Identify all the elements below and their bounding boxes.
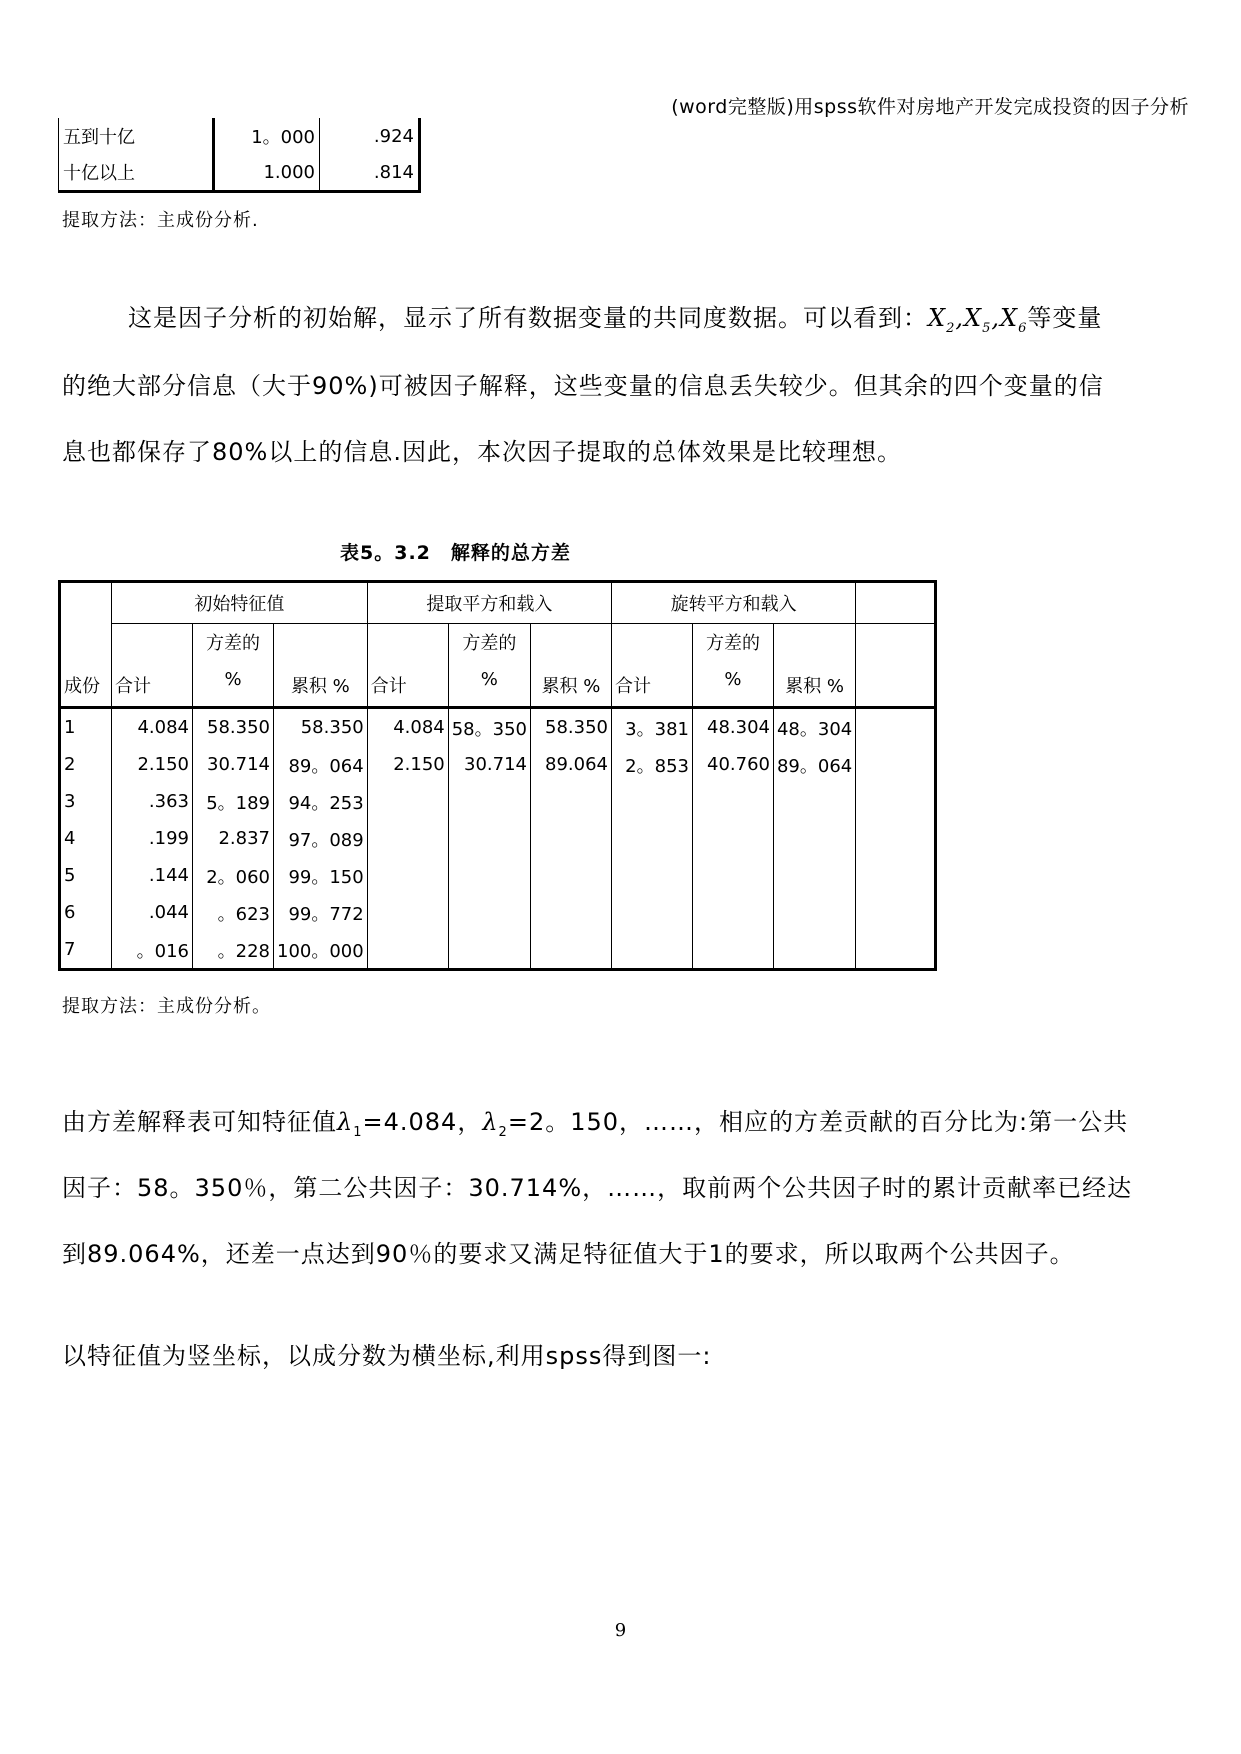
table-cell (367, 931, 448, 970)
component-number: 5 (60, 857, 112, 894)
paragraph-line: 由方差解释表可知特征值$\lambda_1=4.084$，$\lambda_2=2$。150，……，相应的方差贡献的百分比为:第一公共 (62, 1108, 1129, 1140)
table-cell: 。016 (112, 931, 193, 970)
row-header: 成份 (60, 624, 112, 708)
col-header: 合计 (611, 624, 692, 708)
table-cell (611, 931, 692, 970)
table-cell: 89.064 (530, 746, 611, 783)
table-cell (530, 820, 611, 857)
table-row (60, 708, 936, 747)
table-cell: 30.714 (448, 746, 530, 783)
table-cell: .144 (112, 857, 193, 894)
component-number: 3 (60, 783, 112, 820)
col-header: 方差的 % (193, 624, 274, 708)
extraction-value: .814 (320, 154, 420, 192)
table-cell: 99。150 (274, 857, 368, 894)
table-row (60, 746, 936, 783)
table-cell: 58.350 (530, 708, 611, 747)
sub-header-row (60, 624, 936, 708)
group-header: 提取平方和载入 (367, 582, 611, 624)
col-header: 方差的 % (448, 624, 530, 708)
table-row (60, 820, 936, 857)
component-number: 4 (60, 820, 112, 857)
table-cell (530, 857, 611, 894)
table-row (59, 118, 420, 154)
table-cell: 30.714 (193, 746, 274, 783)
initial-value: 1。000 (214, 118, 320, 154)
table-cell (773, 894, 855, 931)
table-cell: 100。000 (274, 931, 368, 970)
table-cell: 5。189 (193, 783, 274, 820)
table-cell: 99。772 (274, 894, 368, 931)
table-cell: 3。381 (611, 708, 692, 747)
table-row (60, 894, 936, 931)
table-cell (692, 820, 773, 857)
table-cell: 2.150 (112, 746, 193, 783)
table-cell (611, 894, 692, 931)
table-cell: 2。853 (611, 746, 692, 783)
table-row (59, 154, 420, 192)
page-header: (word完整版)用spss软件对房地产开发完成投资的因子分析 (671, 96, 1189, 118)
table-cell (448, 857, 530, 894)
total-variance-table (58, 580, 937, 971)
table-cell: 58.350 (274, 708, 368, 747)
table-cell (773, 783, 855, 820)
table-cell (448, 894, 530, 931)
component-number: 1 (60, 708, 112, 747)
table-cell (367, 820, 448, 857)
table-cell: 40.760 (692, 746, 773, 783)
col-header: 方差的 % (692, 624, 773, 708)
table-cell: .363 (112, 783, 193, 820)
col-header: 累积 % (530, 624, 611, 708)
paragraph-line: 息也都保存了80%以上的信息.因此，本次因子提取的总体效果是比较理想。 (62, 438, 902, 466)
table-cell: 2.837 (193, 820, 274, 857)
row-label: 五到十亿 (59, 118, 214, 154)
table-cell: 2.150 (367, 746, 448, 783)
table-cell (773, 931, 855, 970)
table-cell: 。228 (193, 931, 274, 970)
table-cell (773, 857, 855, 894)
paragraph-line: 以特征值为竖坐标，以成分数为横坐标,利用spss得到图一: (62, 1342, 712, 1370)
component-number: 2 (60, 746, 112, 783)
col-header: 累积 % (773, 624, 855, 708)
row-label: 十亿以上 (59, 154, 214, 192)
variable-list: $X_2,X_5,X_6$ (928, 304, 1028, 336)
paragraph-line: 这是因子分析的初始解，显示了所有数据变量的共同度数据。可以看到：$X_2,X_5,X_6$等变量 (128, 304, 1103, 336)
table-cell (611, 783, 692, 820)
table-cell (692, 894, 773, 931)
table-cell (530, 894, 611, 931)
col-header: 合计 (112, 624, 193, 708)
table-cell (367, 783, 448, 820)
table-cell (611, 820, 692, 857)
table-cell: 97。089 (274, 820, 368, 857)
component-number: 7 (60, 931, 112, 970)
table-cell (367, 894, 448, 931)
table-cell: 48。304 (773, 708, 855, 747)
initial-value: 1.000 (214, 154, 320, 192)
table-cell: 4.084 (112, 708, 193, 747)
table-cell: 94。253 (274, 783, 368, 820)
table-cell (692, 931, 773, 970)
table-cell: 。623 (193, 894, 274, 931)
paragraph-line: 的绝大部分信息（大于90%)可被因子解释，这些变量的信息丢失较少。但其余的四个变量的信 (62, 372, 1104, 400)
top-table-note: 提取方法：主成份分析. (62, 210, 259, 231)
col-header: 累积 % (274, 624, 368, 708)
paragraph-line: 因子：58。350％，第二公共因子：30.714%，……，取前两个公共因子时的累计贡献率已经达 (62, 1174, 1133, 1202)
col-header: 合计 (367, 624, 448, 708)
group-header: 旋转平方和载入 (611, 582, 855, 624)
table-cell: .044 (112, 894, 193, 931)
table-cell (530, 783, 611, 820)
paragraph-line: 到89.064%，还差一点达到90％的要求又满足特征值大于1的要求，所以取两个公共因子。 (62, 1240, 1075, 1268)
table-row (60, 931, 936, 970)
variance-table-note: 提取方法：主成份分析。 (62, 996, 271, 1017)
table-cell (530, 931, 611, 970)
table-cell: 58.350 (193, 708, 274, 747)
table-cell (773, 820, 855, 857)
table-caption: 表5。3.2 解释的总方差 (340, 542, 571, 564)
table-row (60, 783, 936, 820)
group-header: 初始特征值 (112, 582, 368, 624)
group-header-row (60, 582, 936, 624)
communalities-table-fragment (58, 118, 421, 193)
page-number: 9 (614, 1620, 627, 1641)
table-cell: 2。060 (193, 857, 274, 894)
table-cell (367, 857, 448, 894)
table-cell (448, 820, 530, 857)
table-cell: .199 (112, 820, 193, 857)
component-number: 6 (60, 894, 112, 931)
table-cell: 58。350 (448, 708, 530, 747)
table-cell: 89。064 (773, 746, 855, 783)
table-cell (448, 931, 530, 970)
table-cell (692, 783, 773, 820)
table-cell (692, 857, 773, 894)
table-cell: 4.084 (367, 708, 448, 747)
table-cell: 89。064 (274, 746, 368, 783)
table-row (60, 857, 936, 894)
table-cell: 48.304 (692, 708, 773, 747)
table-cell (448, 783, 530, 820)
table-cell (611, 857, 692, 894)
extraction-value: .924 (320, 118, 420, 154)
